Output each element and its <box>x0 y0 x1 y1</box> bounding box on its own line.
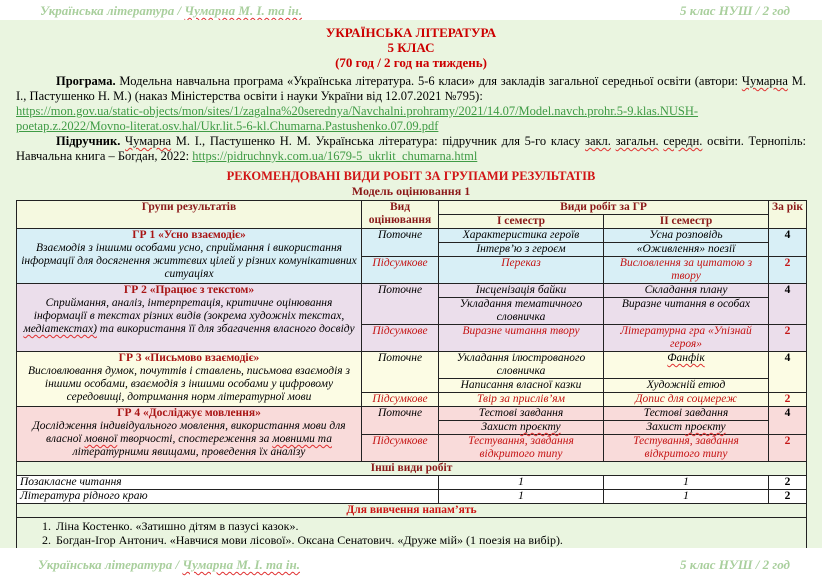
gr1-final-work: Переказ <box>439 257 604 284</box>
gr3-current-label: Поточне <box>362 352 439 393</box>
gr2-current-label: Поточне <box>362 284 439 325</box>
gr4-work: Захист проєкту <box>604 421 769 435</box>
gr3-current-row-1 <box>17 352 807 379</box>
gr3-title: ГР 3 «Письмово взаємодіє» <box>118 352 260 364</box>
table-header-row-1 <box>17 201 807 215</box>
other-works-header-row <box>17 462 807 476</box>
section-heading: РЕКОМЕНДОВАНІ ВИДИ РОБІТ ЗА ГРУПАМИ РЕЗУЛЬТАТІВ <box>226 169 596 183</box>
header-assessment: Вид оцінювання <box>362 201 439 229</box>
gr2-current-year: 4 <box>769 284 807 325</box>
gr1-work: Усна розповідь <box>604 229 769 243</box>
running-footer-left <box>38 557 300 580</box>
page-title <box>16 25 806 70</box>
textbook-link[interactable]: https://pidruchnyk.com.ua/1679-5_ukrlit_chumarna.html <box>192 149 478 163</box>
gr4-final-year: 2 <box>769 435 807 462</box>
memorize-item: 1. Ліна Костенко. «Затишно дітям в пазусі казок». <box>54 519 803 533</box>
gr1-final-work: Висловлення за цитатою з твору <box>604 257 769 284</box>
gr4-description: Дослідження індивідуального мовлення, використання мови для власної мовної творчості, спостереження за мовними та літературними явищами, проведення їх аналізу <box>32 420 346 458</box>
title-grade: 5 КЛАС <box>387 40 435 55</box>
program-link[interactable]: https://mon.gov.ua/static-objects/mon/sites/1/zagalna%20serednya/Navchalni.prohramy/2021/14.07/Model.navch.prohr.5-9.klas.NUSH-poetap.z.2022/Movno-literat.osv.hal/Ukr.lit.5-6-kl.Chumarna.Pastushenko.07.09.pdf <box>16 104 699 133</box>
other-works-row: Позакласне читання 1 1 2 <box>17 476 807 490</box>
results-table <box>16 200 807 564</box>
gr4-description-cell <box>17 407 362 462</box>
title-hours: (70 год / 2 год на тиждень) <box>335 55 487 70</box>
gr1-current-row-1 <box>17 229 807 243</box>
gr3-work: Укладання ілюстрованого словничка <box>439 352 604 379</box>
gr1-work: Характеристика героїв <box>439 229 604 243</box>
gr4-final-work: Тестування, завдання відкритого типу <box>604 435 769 462</box>
title-subject: УКРАЇНСЬКА ЛІТЕРАТУРА <box>325 25 497 40</box>
header-works: Види робіт за ГР <box>439 201 769 215</box>
gr2-work: Виразне читання в особах <box>604 298 769 325</box>
gr1-final-year: 2 <box>769 257 807 284</box>
gr3-final-work: Допис для соцмереж <box>604 393 769 407</box>
other-works-header: Інші види робіт <box>17 462 807 476</box>
memorize-header: Для вивчення напам’ять <box>17 504 807 518</box>
gr1-title: ГР 1 «Усно взаємодіє» <box>132 229 246 241</box>
gr2-work: Складання плану <box>604 284 769 298</box>
gr4-work: Захист проєкту <box>439 421 604 435</box>
program-author: Чумарна <box>741 74 788 88</box>
gr2-description-cell <box>17 284 362 352</box>
gr2-final-year: 2 <box>769 325 807 352</box>
gr2-work: Укладання тематичного словничка <box>439 298 604 325</box>
gr1-final-label: Підсумкове <box>362 257 439 284</box>
program-label: Програма. <box>56 74 116 88</box>
gr4-title: ГР 4 «Досліджує мовлення» <box>117 407 261 419</box>
header-sem2: ІІ семестр <box>604 215 769 229</box>
gr2-title: ГР 2 «Працює з текстом» <box>123 284 255 296</box>
gr2-description: Сприймання, аналіз, інтерпретація, критичне оцінювання інформації в текстах різних видів (зокрема художніх текстах, медіатекстах) та використання її для збагачення власного досвіду <box>23 297 355 335</box>
gr1-description-cell <box>17 229 362 284</box>
gr2-work: Інсценізація байки <box>439 284 604 298</box>
program-paragraph: Програма. Модельна навчальна програма «Українська література. 5-6 класи» для закладів загальної середньої освіти (автори: Чумарна М. І., Пастушенко Н. М.) (наказ Міністерства освіти і науки України від 12.07.2021 №795): <box>16 74 806 103</box>
other-works-label: Позакласне читання <box>17 476 439 490</box>
other-works-row: Література рідного краю 1 1 2 <box>17 490 807 504</box>
running-header-left <box>40 3 302 20</box>
running-header-subject: Українська література / <box>40 3 185 18</box>
header-sem1: І семестр <box>439 215 604 229</box>
gr3-work-fanfik: Фанфік <box>667 352 705 364</box>
gr3-work: Написання власної казки <box>439 379 604 393</box>
gr4-current-row-1 <box>17 407 807 421</box>
gr2-final-work: Літературна гра «Упізнай героя» <box>604 325 769 352</box>
gr3-final-year: 2 <box>769 393 807 407</box>
gr4-current-year: 4 <box>769 407 807 435</box>
gr2-final-work: Виразне читання твору <box>439 325 604 352</box>
running-footer-right: 5 клас НУШ / 2 год <box>679 557 790 572</box>
running-header-right: 5 клас НУШ / 2 год <box>679 3 790 18</box>
textbook-label: Підручник. <box>56 134 121 148</box>
gr3-final-label: Підсумкове <box>362 393 439 407</box>
gr3-description-cell <box>17 352 362 407</box>
gr1-current-label: Поточне <box>362 229 439 257</box>
model-subheading: Модель оцінювання 1 <box>351 184 471 198</box>
gr1-work: Інтерв’ю з героєм <box>439 243 604 257</box>
gr3-final-work: Твір за прислів’ям <box>439 393 604 407</box>
gr2-final-label: Підсумкове <box>362 325 439 352</box>
document-content <box>0 20 822 548</box>
gr1-current-year: 4 <box>769 229 807 257</box>
gr1-description: Взаємодія з іншими особами усно, сприймання і використання інформації для досягнення життєвих цілей у різних комунікативних ситуаціях <box>21 242 357 280</box>
header-groups: Групи результатів <box>17 201 362 229</box>
running-header-authors: Чумарна М. І. та ін. <box>184 3 302 18</box>
gr4-work: Тестові завдання <box>604 407 769 421</box>
running-footer <box>0 548 822 580</box>
memorize-header-row <box>17 504 807 518</box>
running-footer-authors: Чумарна М. І. та ін. <box>182 557 300 572</box>
gr3-work: Художній етюд <box>604 379 769 393</box>
gr3-description: Висловлювання думок, почуттів і ставлень, письмова взаємодія з іншими особами, взаємодія з іншими особами у цифровому середовищі, дотримання норм літературної мови <box>27 365 351 403</box>
gr1-work: «Оживлення» поезії <box>604 243 769 257</box>
gr4-final-work: Тестування, завдання відкритого типу <box>439 435 604 462</box>
running-header <box>0 0 822 20</box>
gr4-current-label: Поточне <box>362 407 439 435</box>
header-year: За рік <box>769 201 807 229</box>
gr2-current-row-1 <box>17 284 807 298</box>
textbook-paragraph: Підручник. Чумарна М. І., Пастушенко Н. М. Українська література: підручник для 5-го класу закл. загальн. середн. освіти. Тернопіль: Навчальна книга – Богдан, 2022: https://pidruchnyk.com.ua/1679-5_ukrlit_chumarna.html <box>16 134 806 163</box>
other-works-label: Література рідного краю <box>17 490 439 504</box>
gr3-current-year: 4 <box>769 352 807 393</box>
gr4-work: Тестові завдання <box>439 407 604 421</box>
program-link-line <box>16 104 806 134</box>
memorize-item: 2. Богдан-Ігор Антонич. «Навчися мови лісової». Оксана Сенатович. «Друже мій» (1 поезія на вибір). <box>54 533 803 547</box>
running-footer-subject: Українська література / <box>38 557 183 572</box>
textbook-author: Чумарна <box>125 134 172 148</box>
gr4-final-label: Підсумкове <box>362 435 439 462</box>
